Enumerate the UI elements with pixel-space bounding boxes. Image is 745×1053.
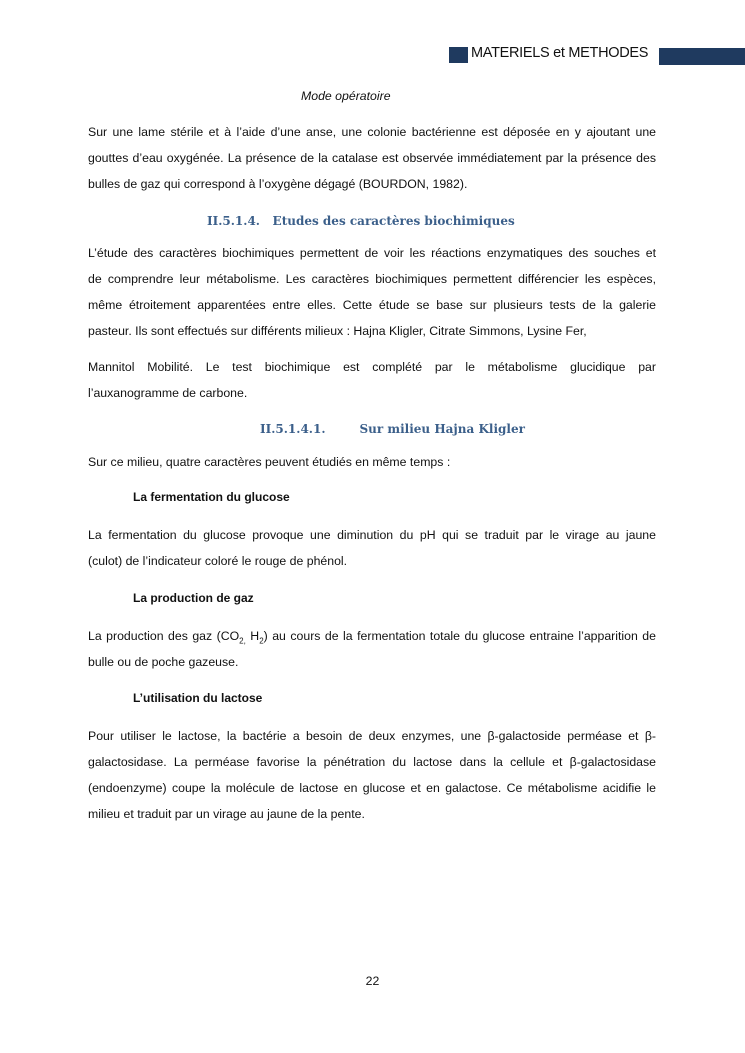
paragraph-lactose — [88, 723, 656, 827]
text-line: galactosidase. La perméase favorise la pénétration du lactose dans la cellule et β-galactosidase — [88, 755, 656, 769]
header-accent-square — [449, 47, 468, 63]
text-line: L’étude des caractères biochimiques permettent de voir les réactions enzymatiques des souches et — [88, 246, 656, 260]
heading-number: II.5.1.4. — [207, 214, 260, 228]
text-line: de comprendre leur métabolisme. Les caractères biochimiques permettent différencier les espèces, — [88, 272, 656, 286]
text-line: Pour utiliser le lactose, la bactérie a besoin de deux enzymes, une β-galactoside perméase et β- — [88, 729, 656, 743]
text-line: milieu et traduit par un virage au jaune de la pente. — [88, 807, 365, 821]
intro-text: Sur ce milieu, quatre caractères peuvent étudiés en même temps : — [88, 455, 451, 469]
heading-number: II.5.1.4.1. — [260, 422, 326, 436]
section-heading-biochimiques — [207, 214, 515, 228]
subheading-production-gaz: La production de gaz — [133, 591, 254, 605]
text-line: même étroitement apparentées entre elles. Cette étude se base sur plusieurs tests de la galerie — [88, 298, 656, 312]
paragraph-production-gaz — [88, 623, 656, 675]
paragraph-mannitol — [88, 354, 656, 406]
heading-title: Etudes des caractères biochimiques — [272, 214, 515, 228]
heading-title: Sur milieu Hajna Kligler — [359, 422, 525, 436]
subscript: 2, — [239, 636, 246, 646]
header-accent-bar — [659, 48, 745, 65]
subheading-fermentation-glucose: La fermentation du glucose — [133, 490, 290, 504]
text-line: (culot) de l’indicateur coloré le rouge de phénol. — [88, 554, 348, 568]
text-line — [88, 623, 656, 649]
text-line: La fermentation du glucose provoque une diminution du pH qui se traduit par le virage au jaune — [88, 528, 656, 542]
text-line: (endoenzyme) coupe la molécule de lactose en glucose et en galactose. Ce métabolisme acidifie le — [88, 781, 656, 795]
text-segment: La production des gaz (CO — [88, 629, 240, 643]
page-number: 22 — [365, 974, 380, 988]
text-line: Mannitol Mobilité. Le test biochimique est complété par le métabolisme glucidique par — [88, 360, 656, 374]
text-segment: ) au cours de la fermentation totale du glucose entraine l’apparition de — [263, 629, 656, 643]
paragraph-fermentation — [88, 522, 656, 574]
text-line: bulle ou de poche gazeuse. — [88, 655, 239, 669]
paragraph-catalase — [88, 119, 656, 197]
text-line: gouttes d’eau oxygénée. La présence de la catalase est observée immédiatement par la présence des — [88, 151, 656, 165]
text-segment: H — [245, 629, 260, 643]
text-line: pasteur. Ils sont effectués sur différents milieux : Hajna Kligler, Citrate Simmons, Lysine Fer, — [88, 324, 587, 338]
text-line: Sur une lame stérile et à l’aide d’une anse, une colonie bactérienne est déposée en y ajoutant une — [88, 125, 656, 139]
subheading-utilisation-lactose: L’utilisation du lactose — [133, 691, 263, 705]
paragraph-biochimiques — [88, 240, 656, 344]
mode-operatoire-label: Mode opératoire — [301, 89, 391, 103]
text-line: l’auxanogramme de carbone. — [88, 386, 248, 400]
subscript: 2 — [259, 636, 264, 646]
text-line: bulles de gaz qui correspond à l’oxygène dégagé (BOURDON, 1982). — [88, 177, 468, 191]
section-heading-hajna-kligler — [260, 422, 525, 436]
header-title: MATERIELS et METHODES — [471, 45, 649, 61]
